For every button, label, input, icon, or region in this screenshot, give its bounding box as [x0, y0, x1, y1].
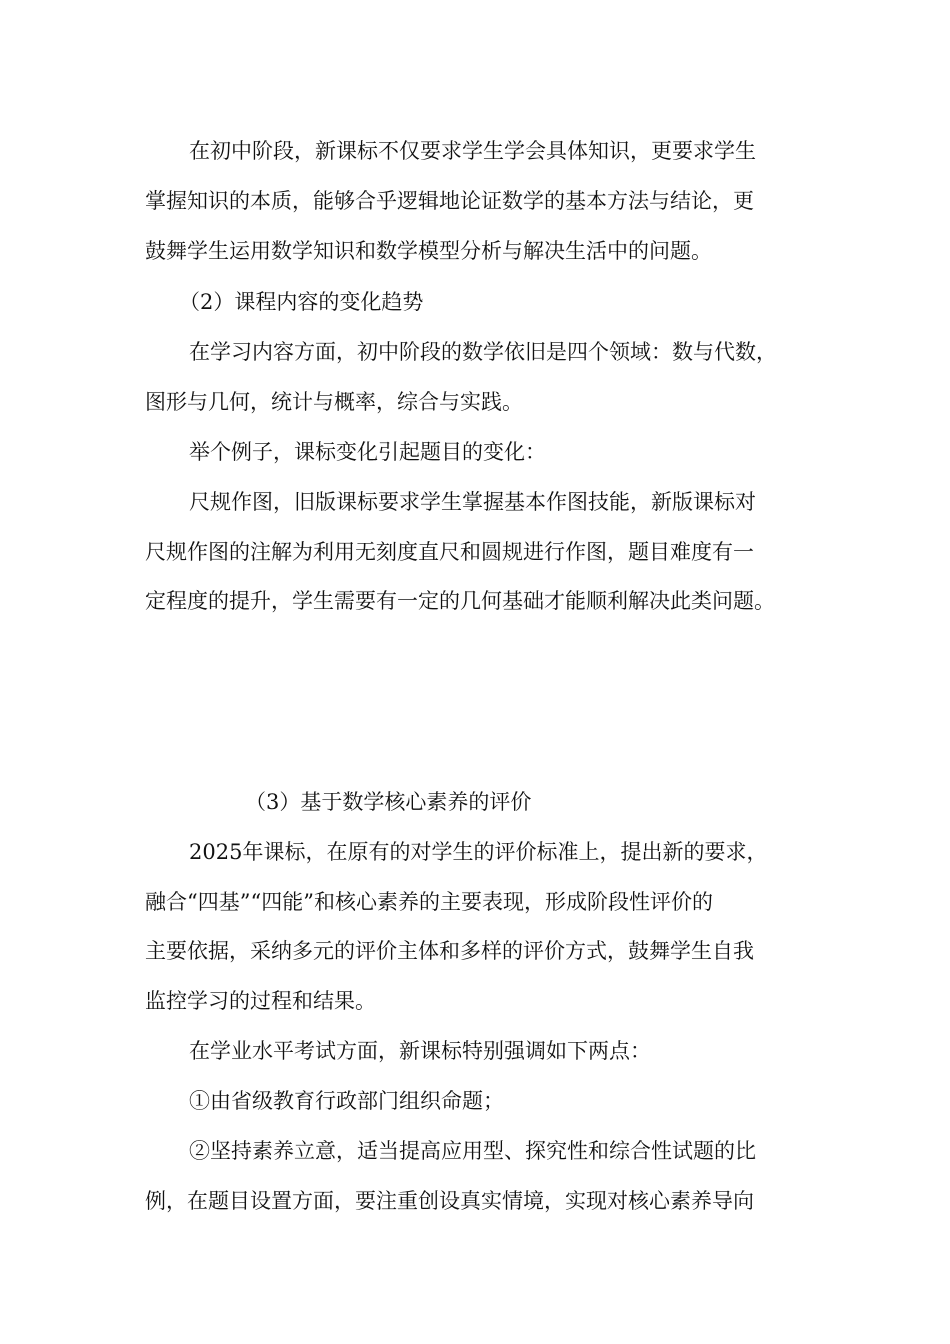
paragraph-1-line-1: 在初中阶段，新课标不仅要求学生学会具体知识，更要求学生 — [189, 139, 756, 163]
section-heading-3: （3）基于数学核心素养的评价 — [245, 790, 532, 814]
paragraph-2-line-1: 在学习内容方面，初中阶段的数学依旧是四个领域：数与代数， — [189, 340, 777, 364]
paragraph-4-line-2: 尺规作图的注解为利用无刻度直尺和圆规进行作图，题目难度有一 — [145, 540, 754, 564]
paragraph-5-line-3: 主要依据，采纳多元的评价主体和多样的评价方式，鼓舞学生自我 — [145, 939, 754, 963]
paragraph-4-line-3: 定程度的提升，学生需要有一定的几何基础才能顺利解决此类问题。 — [145, 589, 775, 613]
paragraph-4-line-1: 尺规作图，旧版课标要求学生掌握基本作图技能，新版课标对 — [189, 490, 756, 514]
paragraph-3-line-1: 举个例子，课标变化引起题目的变化： — [189, 440, 546, 464]
paragraph-8-line-2: 例，在题目设置方面，要注重创设真实情境，实现对核心素养导向 — [145, 1189, 754, 1213]
paragraph-7-line-1: ①由省级教育行政部门组织命题； — [189, 1089, 504, 1113]
paragraph-1-line-3: 鼓舞学生运用数学知识和数学模型分析与解决生活中的问题。 — [145, 239, 712, 263]
paragraph-2-line-2: 图形与几何，统计与概率，综合与实践。 — [145, 390, 523, 414]
paragraph-5-line-2: 融合“四基”“四能”和核心素养的主要表现，形成阶段性评价的 — [145, 890, 713, 914]
paragraph-6-line-1: 在学业水平考试方面，新课标特别强调如下两点： — [189, 1039, 651, 1063]
paragraph-5-line-4: 监控学习的过程和结果。 — [145, 989, 376, 1013]
section-heading-2: （2）课程内容的变化趋势 — [179, 290, 424, 314]
paragraph-5-line-1: 2025年课标，在原有的对学生的评价标准上，提出新的要求， — [189, 840, 768, 864]
paragraph-8-line-1: ②坚持素养立意，适当提高应用型、探究性和综合性试题的比 — [189, 1139, 756, 1163]
paragraph-1-line-2: 掌握知识的本质，能够合乎逻辑地论证数学的基本方法与结论，更 — [145, 189, 754, 213]
